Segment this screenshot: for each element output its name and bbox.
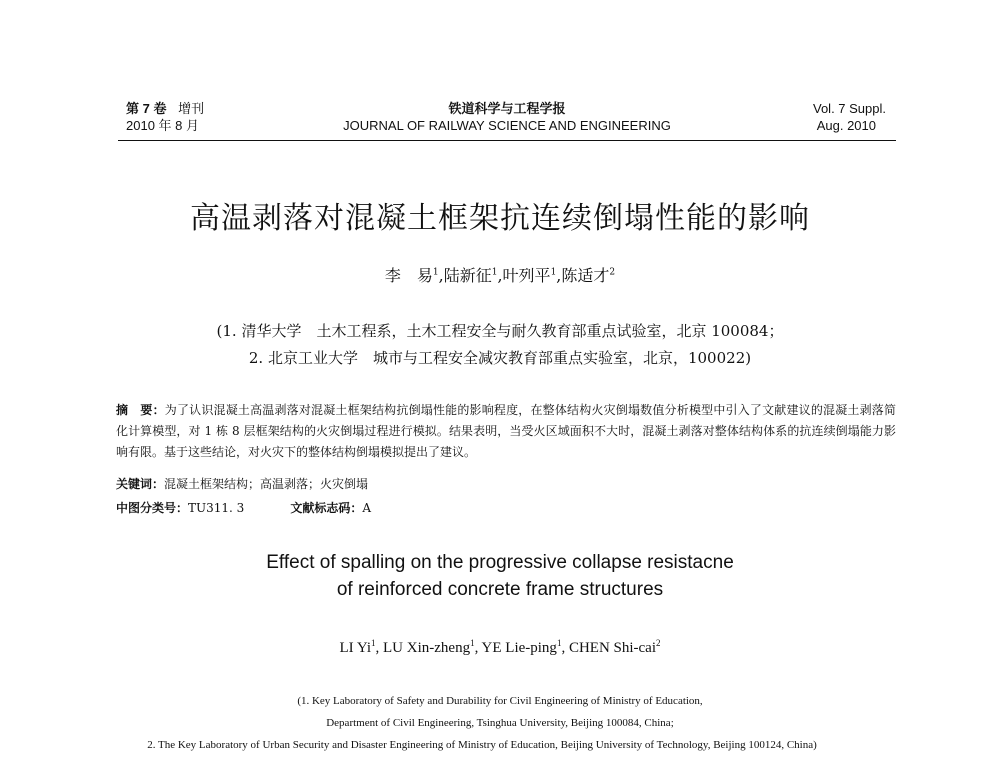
keywords-cn — [116, 475, 368, 492]
header-divider — [118, 140, 896, 141]
author-en: CHEN Shi-cai$^2$ — [568, 638, 661, 656]
header-center — [118, 100, 896, 134]
date-en: Aug. 2010 — [816, 118, 876, 133]
paper-title-en — [0, 549, 1000, 603]
affiliation-cn-line: 2. 北京工业大学 城市与工程安全减灾教育部重点实验室，北京，100022) — [248, 349, 752, 367]
title-en-line: Effect of spalling on the progressive collapse resistacne — [266, 552, 734, 573]
volume-cn: 第 7 卷 — [126, 101, 167, 116]
journal-header — [118, 100, 896, 140]
author-list-cn — [0, 263, 1000, 286]
author-cn: 李 易$^1$, — [384, 266, 444, 285]
journal-name-en: JOURNAL OF RAILWAY SCIENCE AND ENGINEERING — [343, 118, 671, 133]
volume-en: Vol. 7 Suppl. — [813, 101, 886, 116]
affiliations-en — [0, 690, 1000, 756]
journal-name-cn: 铁道科学与工程学报 — [448, 101, 566, 116]
abstract-label: 摘 要： — [116, 403, 165, 417]
header-right — [813, 100, 886, 134]
affiliation-cn-line: (1. 清华大学 土木工程系，土木工程安全与耐久教育部重点试验室，北京 100084； — [216, 322, 784, 340]
classification-line — [116, 499, 371, 516]
abstract-cn — [116, 400, 896, 463]
author-en: LI Yi$^1$, — [339, 638, 384, 656]
doc-code-label: 文献标志码： — [290, 501, 363, 515]
author-list-en — [0, 640, 1000, 657]
affiliation-en-line: 2. The Key Laboratory of Urban Security and Disaster Engineering of Ministry of Education, Beijing University of Technology, Beijing 100124, China) — [147, 739, 817, 751]
affiliations-cn — [0, 318, 1000, 372]
affiliation-en-line: (1. Key Laboratory of Safety and Durability for Civil Engineering of Ministry of Education, — [297, 695, 703, 707]
paper-title-cn: 高温剥落对混凝土框架抗连续倒塌性能的影响 — [190, 201, 810, 236]
doc-code-value: A — [362, 501, 371, 515]
author-cn: 陈适才$^2$ — [561, 266, 616, 285]
title-en-line: of reinforced concrete frame structures — [336, 579, 664, 600]
classification-label: 中图分类号： — [116, 501, 189, 515]
abstract-text: 为了认识混凝土高温剥落对混凝土框架结构抗倒塌性能的影响程度，在整体结构火灾倒塌数值分析模型中引入了文献建议的混凝土剥落简化计算模型，对 1 栋 8 层框架结构的火灾倒塌过程进行模拟。结果表明，当受火区域面积不大时，混凝土剥落对整体结构体系的抗连续倒塌能力影响有限。基于这些结论，对火灾下的整体结构倒塌模拟提出了建议。 — [116, 403, 896, 459]
date-cn: 2010 年 8 月 — [126, 118, 199, 133]
author-cn: 陆新征$^1$, — [443, 266, 503, 285]
keywords-label: 关键词： — [116, 477, 165, 491]
author-en: YE Lie-ping$^1$, — [481, 638, 569, 656]
keywords-text: 混凝土框架结构；高温剥落；火灾倒塌 — [164, 477, 369, 491]
author-en: LU Xin-zheng$^1$, — [383, 638, 482, 656]
affiliation-en-line: Department of Civil Engineering, Tsinghua University, Beijing 100084, China; — [326, 717, 674, 729]
author-cn: 叶列平$^1$, — [502, 266, 562, 285]
classification-value: TU311. 3 — [188, 501, 245, 515]
suppl-cn: 增刊 — [178, 101, 205, 116]
